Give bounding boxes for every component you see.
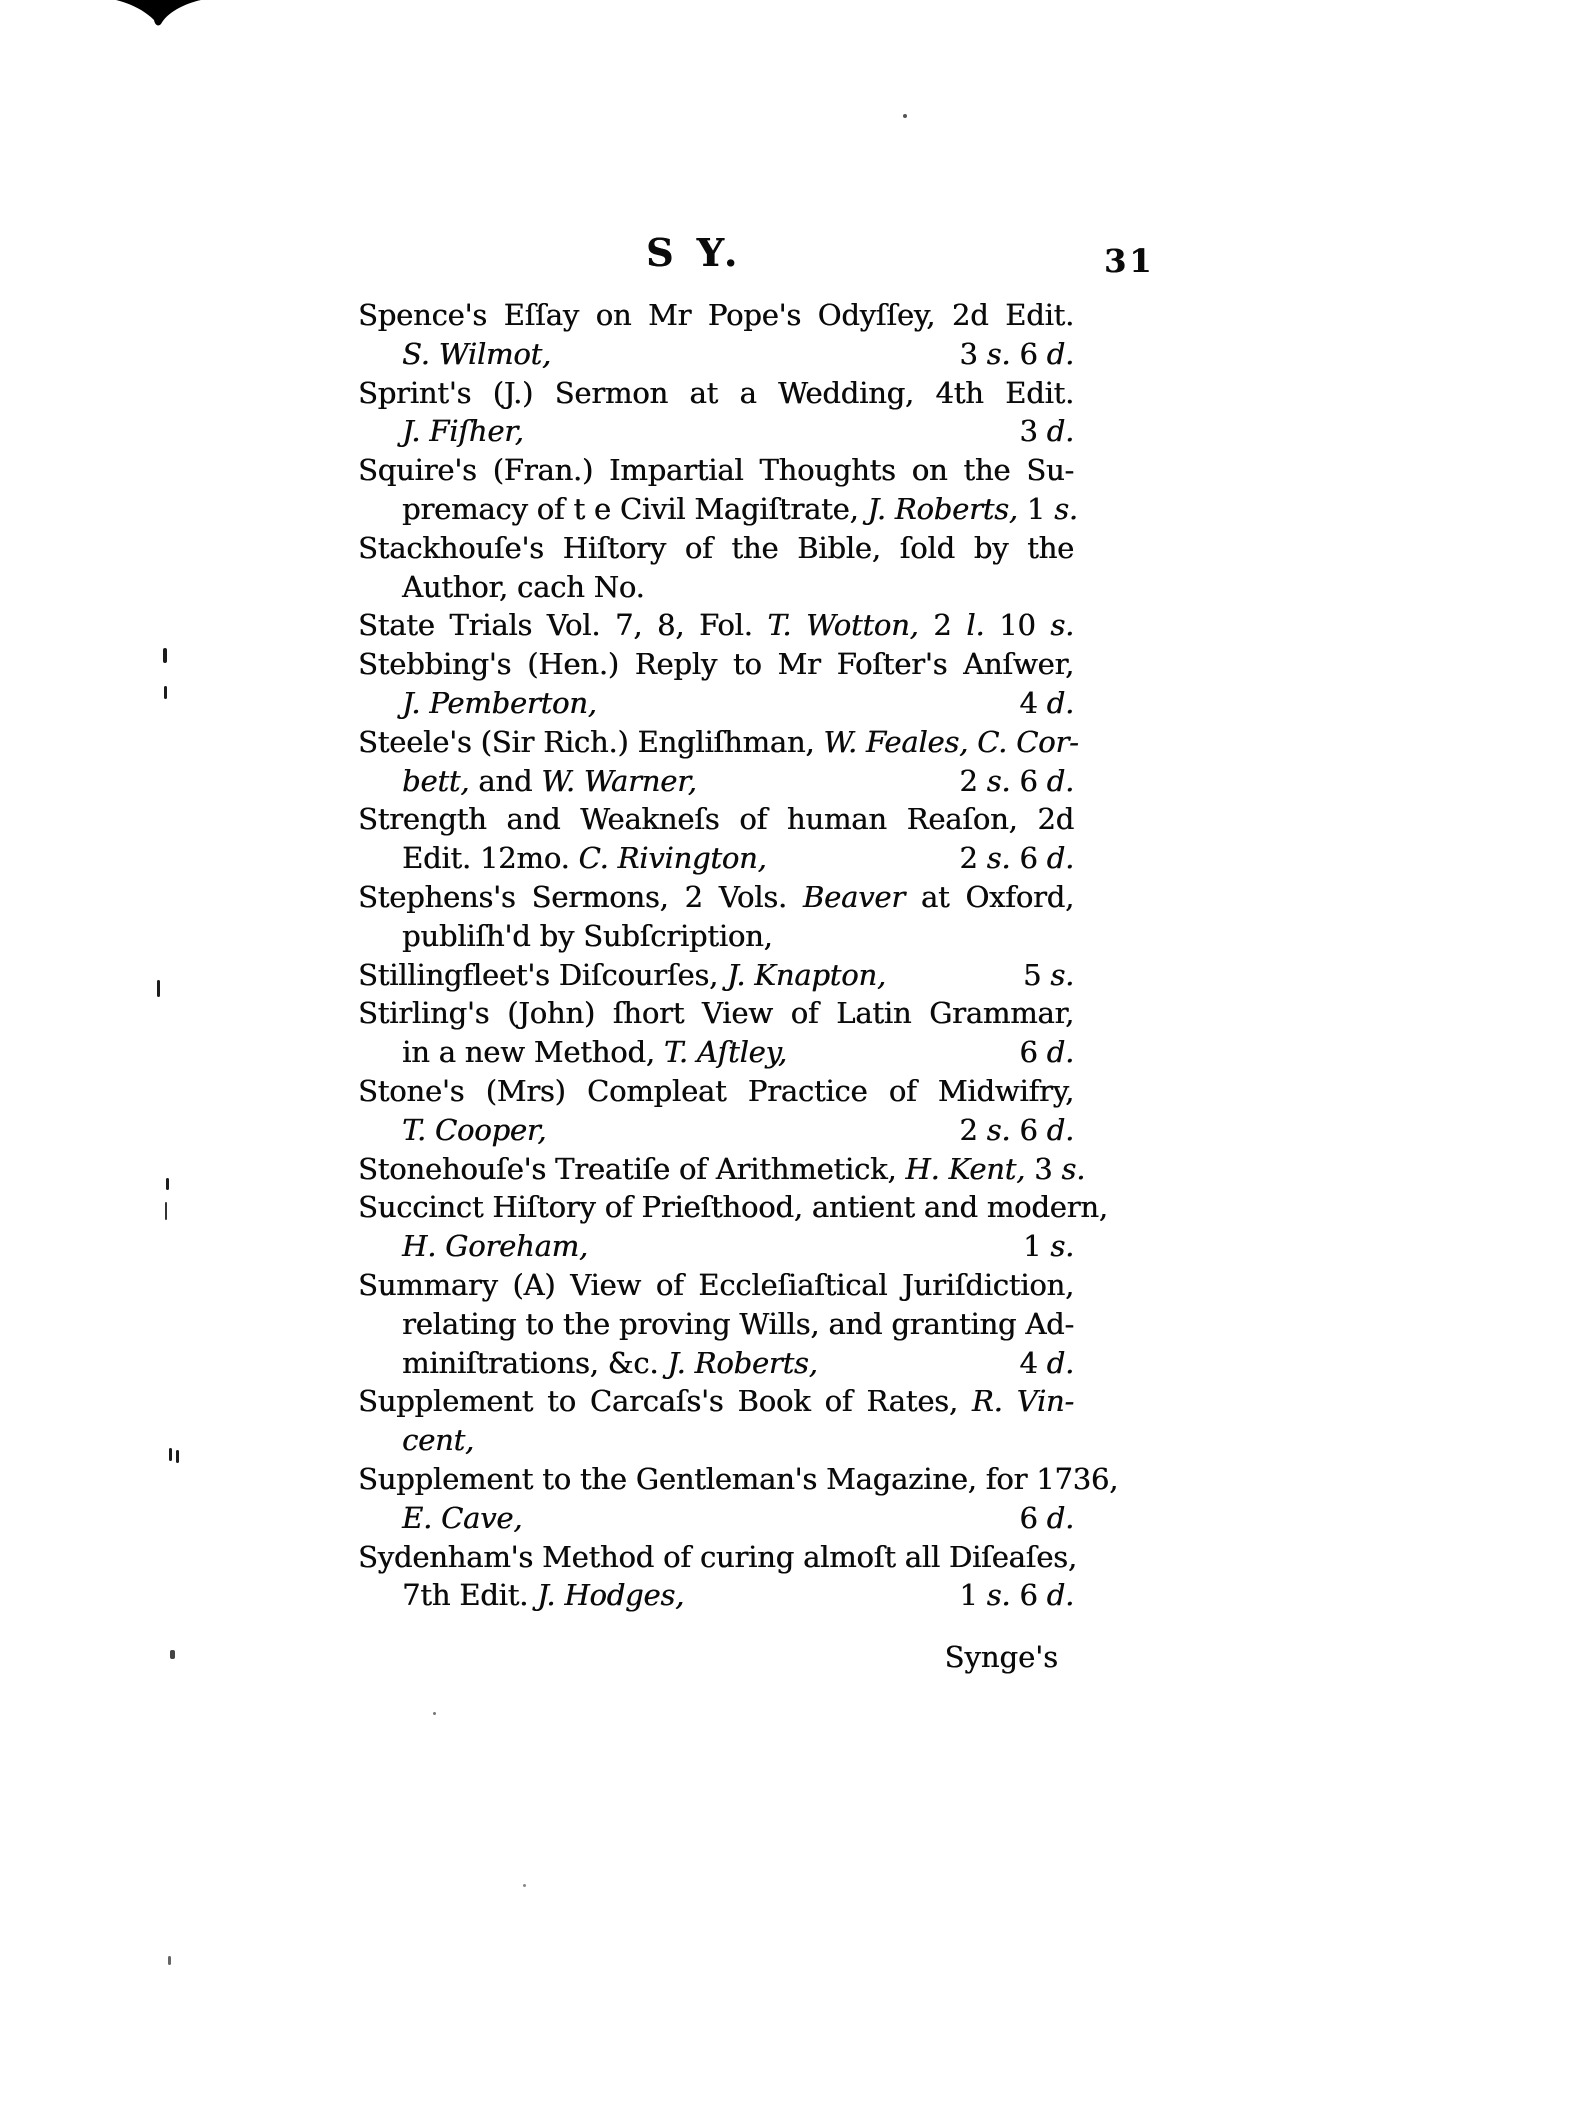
entry-line [358, 1538, 1077, 1577]
entry-text: Stone's (Mrs) Compleat Practice of Midwifry, [358, 1073, 1074, 1108]
entry-line [358, 839, 1074, 878]
entry-line [358, 800, 1074, 839]
entry-line [358, 723, 1079, 762]
entry-line [358, 1499, 1074, 1538]
price: 2 s. 6 d. [959, 763, 1074, 798]
entry-text: H. Goreham, [402, 1229, 588, 1264]
entry-line [358, 684, 1074, 723]
entry-line [358, 762, 1074, 801]
entry-text: Spence's Eſſay on Mr Pope's Odyſſey, 2d Edit. [358, 298, 1074, 332]
entry-line [358, 1460, 1119, 1499]
scan-artifact [170, 1650, 175, 1659]
entry-text: Sprint's (J.) Sermon at a Wedding, 4th Edit. [358, 375, 1074, 410]
entry-text: bett, and W. Warner, [402, 763, 697, 798]
entry-line [358, 645, 1074, 684]
entry-line [358, 451, 1074, 490]
entry-line [358, 1150, 1086, 1189]
entry-line [358, 335, 1074, 374]
entry-text: Stephens's Sermons, 2 Vols. Beaver at Oxford, [358, 879, 1075, 914]
entry-text: Sydenham's Method of curing almoſt all Diſeaſes, [358, 1539, 1077, 1574]
entry-text: miniſtrations, &c. J. Roberts, [402, 1345, 818, 1380]
scan-artifact [433, 1712, 436, 1715]
entry-line [358, 1421, 1074, 1460]
entry-text: Squire's (Fran.) Impartial Thoughts on the Su- [358, 453, 1074, 488]
price: 3 d. [1019, 414, 1074, 449]
entry-text: Author, cach No. [402, 569, 645, 604]
entry-line [358, 956, 1074, 995]
entry-line [358, 296, 1074, 335]
entry-text: Summary (A) View of Eccleſiaſtical Juriſdiction, [358, 1267, 1074, 1302]
entry-text: Stebbing's (Hen.) Reply to Mr Foſter's Anſwer, [358, 647, 1074, 682]
entry-text: Stirling's (John) ſhort View of Latin Grammar, [358, 996, 1074, 1031]
entry-line [358, 1576, 1074, 1615]
entry-line [358, 1033, 1074, 1072]
entry-line [358, 1227, 1074, 1266]
entry-line [358, 917, 1074, 956]
entry-text: relating to the proving Wills, and granting Ad- [402, 1306, 1074, 1341]
entry-text: publiſh'd by Subſcription, [402, 918, 773, 953]
entry-line [358, 1111, 1074, 1150]
scan-artifact [903, 114, 907, 118]
entry-text: in a new Method, T. Aſtley, [402, 1035, 787, 1070]
entry-text: S. Wilmot, [402, 336, 551, 371]
entry-line [358, 878, 1074, 917]
scan-artifact [164, 686, 167, 699]
entry-line [358, 374, 1074, 413]
scan-artifact [168, 1956, 171, 1965]
scan-mark-icon [113, 0, 205, 27]
price: 6 d. [1019, 1500, 1074, 1535]
entry-line [358, 994, 1074, 1033]
entry-text: Stonehouſe's Treatiſe of Arithmetick, H. Kent, 3 s. [358, 1151, 1086, 1186]
price: 4 d. [1019, 1345, 1074, 1380]
entry-line [358, 1072, 1074, 1111]
entry-text: J. Pemberton, [402, 685, 597, 720]
entry-line [358, 1266, 1074, 1305]
entry-line [358, 606, 1074, 645]
scan-artifact [166, 1178, 169, 1190]
entry-text: premacy of t e Civil Magiſtrate, J. Roberts, 1 s. [402, 491, 1078, 526]
entry-text: Strength and Weakneſs of human Reaſon, 2d [358, 802, 1074, 837]
entry-text: J. Fiſher, [402, 414, 524, 449]
price: 4 d. [1019, 685, 1074, 720]
entry-line [358, 412, 1074, 451]
entry-text: 7th Edit. J. Hodges, [402, 1578, 685, 1613]
scan-artifact [165, 1202, 167, 1220]
entry-text: Supplement to the Gentleman's Magazine, for 1736, [358, 1461, 1119, 1496]
entry-text: Succinct Hiſtory of Prieſthood, antient and modern, [358, 1190, 1108, 1225]
price: 6 d. [1019, 1035, 1074, 1070]
entry-line [358, 1344, 1074, 1383]
price: 1 s. 6 d. [959, 1578, 1074, 1613]
running-head-title: S Y. [646, 230, 743, 275]
price: 5 s. [1023, 957, 1074, 992]
entry-text: cent, [402, 1423, 474, 1458]
price: 2 s. 6 d. [959, 841, 1074, 876]
entry-line [358, 490, 1078, 529]
scan-artifact [176, 1450, 179, 1463]
price: 1 s. [1023, 1229, 1074, 1264]
price: 2 s. 6 d. [959, 1112, 1074, 1147]
entry-text: E. Cave, [402, 1500, 523, 1535]
scan-artifact [523, 1884, 526, 1887]
catchword: Synge's [944, 1640, 1058, 1674]
entry-lines [358, 296, 1119, 1615]
entry-line [358, 568, 1074, 607]
entry-line [358, 1382, 1074, 1421]
scan-artifact [163, 648, 167, 663]
entry-text: Stackhouſe's Hiſtory of the Bible, ſold by the [358, 530, 1074, 565]
price: 3 s. 6 d. [959, 336, 1074, 371]
entry-text: Stillingfleet's Diſcourſes, J. Knapton, [358, 957, 886, 992]
scan-artifact [169, 1448, 172, 1461]
entry-text: Supplement to Carcaſs's Book of Rates, R. Vin- [358, 1384, 1074, 1419]
entry-text: T. Cooper, [402, 1112, 547, 1147]
entry-text: Edit. 12mo. C. Rivington, [402, 841, 767, 876]
scan-artifact [157, 980, 160, 997]
entry-line [358, 529, 1074, 568]
entry-text: State Trials Vol. 7, 8, Fol. T. Wotton, 2 l. 10 s. [358, 608, 1074, 643]
entry-line [358, 1305, 1074, 1344]
entry-text: Steele's (Sir Rich.) Engliſhman, W. Feales, C. Cor- [358, 724, 1079, 759]
entry-line [358, 1188, 1108, 1227]
page-number: 31 [1104, 242, 1155, 280]
